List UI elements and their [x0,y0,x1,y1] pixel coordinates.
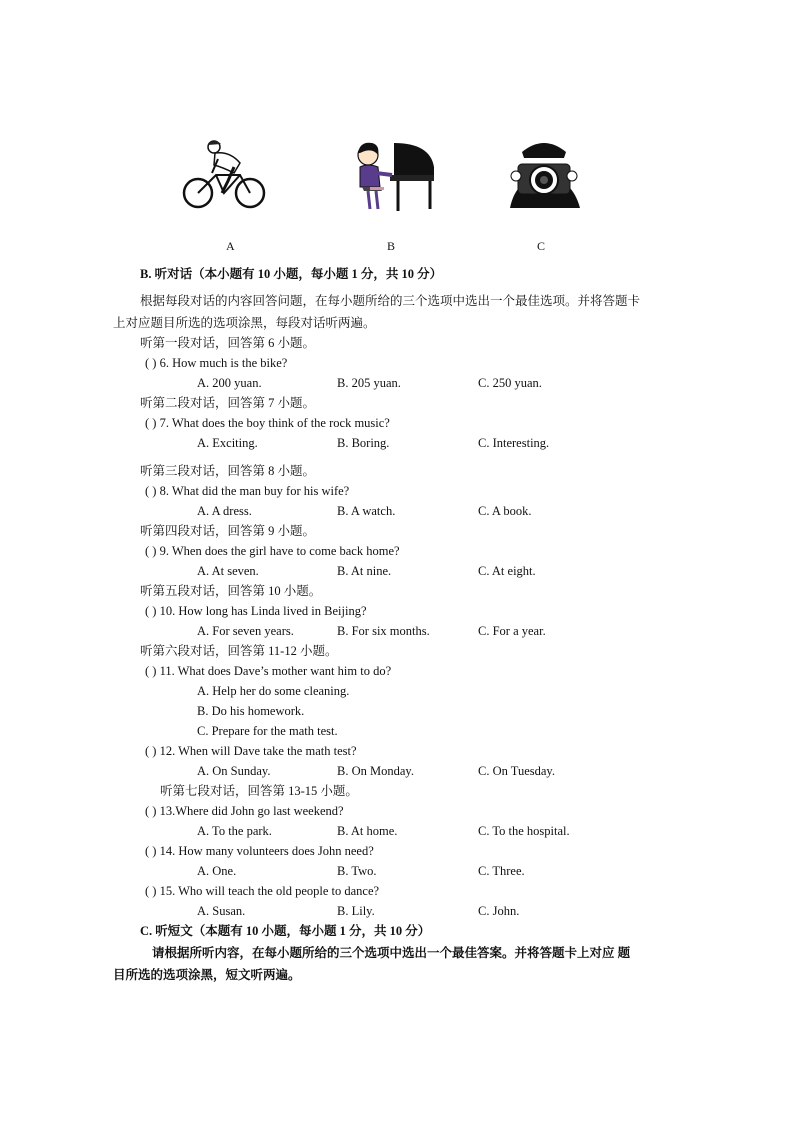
dialogue-header: 听第二段对话，回答第 7 小题。 [140,396,316,410]
dialogue-header: 听第七段对话，回答第 13-15 小题。 [160,784,358,798]
section-c-instruction-cont: 目所选的选项涂黑，短文听两遍。 [113,968,301,982]
option-a: A. Help her do some cleaning. [197,684,350,698]
option-b: B. 205 yuan. [337,376,401,390]
question-6: ( ) 6. How much is the bike? [145,356,288,370]
question-14: ( ) 14. How many volunteers does John need? [145,844,374,858]
question-11: ( ) 11. What does Dave’s mother want him to do? [145,664,392,678]
section-c-instruction: 请根据所听内容，在每小题所给的三个选项中选出一个最佳答案。并将答题卡上对应 题 [152,946,631,960]
section-b-instruction-cont: 上对应题目所选的选项涂黑，每段对话听两遍。 [113,316,376,330]
photographer-icon [506,138,584,208]
option-b: B. A watch. [337,504,396,518]
option-a: A. To the park. [197,824,272,838]
option-c: C. Interesting. [478,436,550,450]
question-10: ( ) 10. How long has Linda lived in Beijing? [145,604,367,618]
option-c: C. To the hospital. [478,824,570,838]
option-a: A. For seven years. [197,624,294,638]
dialogue-header: 听第三段对话，回答第 8 小题。 [140,464,316,478]
option-b: B. For six months. [337,624,430,638]
option-b: B. Do his homework. [197,704,305,718]
option-b: B. Two. [337,864,377,878]
piano-player-icon [350,137,436,213]
dialogue-header: 听第一段对话，回答第 6 小题。 [140,336,316,350]
option-b: B. Lily. [337,904,375,918]
option-b: B. Boring. [337,436,390,450]
option-a: A. Exciting. [197,436,258,450]
image-label-a: A [226,239,235,253]
dialogue-header: 听第六段对话，回答第 11-12 小题。 [140,644,338,658]
cyclist-icon [182,137,266,211]
question-8: ( ) 8. What did the man buy for his wife? [145,484,350,498]
option-b: B. On Monday. [337,764,414,778]
question-15: ( ) 15. Who will teach the old people to dance? [145,884,380,898]
question-7: ( ) 7. What does the boy think of the rock music? [145,416,390,430]
image-label-c: C [537,239,546,253]
option-a: A. 200 yuan. [197,376,262,390]
section-c-title: C. 听短文（本题有 10 小题，每小题 1 分，共 10 分） [140,924,431,938]
question-13: ( ) 13.Where did John go last weekend? [145,804,344,818]
option-a: A. On Sunday. [197,764,271,778]
option-c: C. On Tuesday. [478,764,555,778]
dialogue-header: 听第五段对话，回答第 10 小题。 [140,584,322,598]
option-a: A. At seven. [197,564,259,578]
option-a: A. One. [197,864,237,878]
option-c: C. Prepare for the math test. [197,724,338,738]
option-c: C. At eight. [478,564,536,578]
option-c: C. Three. [478,864,525,878]
section-b-instruction: 根据每段对话的内容回答问题，在每小题所给的三个选项中选出一个最佳选项。并将答题卡 [140,294,641,308]
option-b: B. At nine. [337,564,392,578]
option-c: C. John. [478,904,520,918]
option-a: A. A dress. [197,504,252,518]
option-c: C. For a year. [478,624,546,638]
option-b: B. At home. [337,824,398,838]
section-b-title: B. 听对话（本小题有 10 小题，每小题 1 分，共 10 分） [140,267,443,281]
option-c: C. 250 yuan. [478,376,542,390]
option-a: A. Susan. [197,904,246,918]
question-12: ( ) 12. When will Dave take the math test? [145,744,357,758]
question-9: ( ) 9. When does the girl have to come back home? [145,544,400,558]
image-label-b: B [387,239,396,253]
option-c: C. A book. [478,504,532,518]
dialogue-header: 听第四段对话，回答第 9 小题。 [140,524,316,538]
